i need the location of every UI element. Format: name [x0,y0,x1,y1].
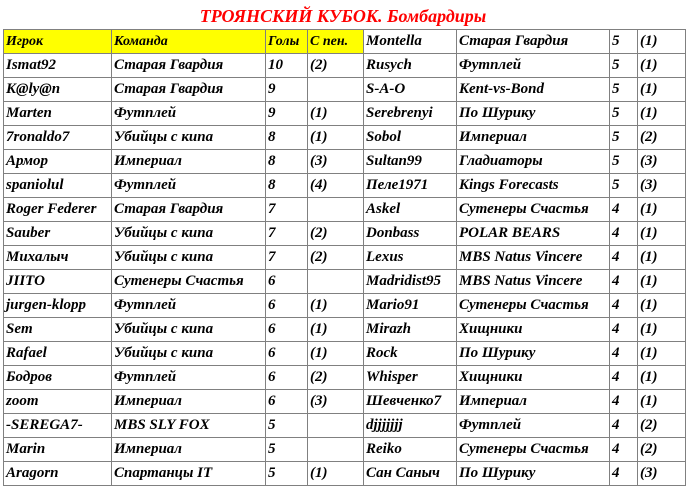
penalties-cell: (1) [308,318,364,342]
table-row [4,198,364,222]
goals-cell: 8 [266,150,308,174]
table-row [364,318,686,342]
goals-column-header: Голы [266,30,308,54]
penalties-cell: (2) [308,222,364,246]
team-cell: По Шурику [457,102,610,126]
goals-cell: 5 [610,150,638,174]
goals-cell: 9 [266,102,308,126]
penalties-cell: (1) [638,78,686,102]
penalties-cell: (3) [638,462,686,486]
goals-cell: 6 [266,294,308,318]
table-row [4,294,364,318]
scorers-table-left [3,29,364,486]
player-cell: Whisper [364,366,457,390]
penalties-cell: (4) [308,174,364,198]
team-cell: Империал [112,150,266,174]
team-cell: Сутенеры Счастья [457,438,610,462]
penalties-cell: (1) [638,366,686,390]
team-cell: MBS Natus Vincere [457,246,610,270]
penalties-cell: (1) [308,294,364,318]
player-cell: Montella [364,30,457,54]
table-row [4,414,364,438]
penalties-cell: (1) [308,102,364,126]
table-row [364,102,686,126]
goals-cell: 4 [610,294,638,318]
player-cell: Madridist95 [364,270,457,294]
goals-cell: 8 [266,174,308,198]
player-cell: -SEREGA7- [4,414,112,438]
goals-cell: 4 [610,342,638,366]
table-row [4,126,364,150]
player-cell: Sem [4,318,112,342]
table-row [4,366,364,390]
table-row [4,174,364,198]
penalties-cell: (1) [638,54,686,78]
goals-cell: 5 [266,438,308,462]
goals-cell: 4 [610,198,638,222]
team-cell: MBS SLY FOX [112,414,266,438]
goals-cell: 6 [266,342,308,366]
penalties-cell: (1) [638,102,686,126]
penalties-cell: (2) [308,246,364,270]
table-row [364,198,686,222]
penalties-cell: (3) [308,390,364,414]
team-cell: Империал [457,390,610,414]
penalties-cell [308,270,364,294]
goals-cell: 5 [610,126,638,150]
goals-cell: 5 [610,54,638,78]
player-cell: Rusych [364,54,457,78]
penalties-cell: (1) [638,318,686,342]
player-column-header: Игрок [4,30,112,54]
player-cell: Marten [4,102,112,126]
team-cell: Империал [112,390,266,414]
team-cell: Kings Forecasts [457,174,610,198]
team-cell: MBS Natus Vincere [457,270,610,294]
team-cell: Футплей [112,294,266,318]
penalties-cell [308,78,364,102]
team-cell: Старая Гвардия [112,54,266,78]
table-row [364,438,686,462]
penalties-cell: (2) [308,366,364,390]
penalties-cell: (1) [638,222,686,246]
player-cell: Бодров [4,366,112,390]
table-header-row [4,30,364,54]
team-cell: Сутенеры Счастья [457,198,610,222]
player-cell: K@ly@n [4,78,112,102]
table-row [4,462,364,486]
team-cell: POLAR BEARS [457,222,610,246]
goals-cell: 6 [266,270,308,294]
table-row [364,414,686,438]
penalties-cell: (3) [638,174,686,198]
penalties-column-header: С пен. [308,30,364,54]
player-cell: Шевченко7 [364,390,457,414]
penalties-cell: (1) [638,246,686,270]
team-cell: Империал [112,438,266,462]
table-row [364,30,686,54]
player-cell: Пеле1971 [364,174,457,198]
table-row [364,366,686,390]
table-row [364,246,686,270]
team-cell: Спартанцы IT [112,462,266,486]
table-row [4,270,364,294]
player-cell: jurgen-klopp [4,294,112,318]
penalties-cell: (2) [638,414,686,438]
table-row [364,342,686,366]
goals-cell: 10 [266,54,308,78]
goals-cell: 5 [610,174,638,198]
goals-cell: 7 [266,198,308,222]
table-row [4,342,364,366]
penalties-cell: (3) [638,150,686,174]
player-cell: spaniolul [4,174,112,198]
goals-cell: 4 [610,318,638,342]
team-cell: Хищники [457,318,610,342]
table-row [4,390,364,414]
player-cell: Roger Federer [4,198,112,222]
table-row [364,174,686,198]
penalties-cell [308,438,364,462]
team-cell: По Шурику [457,342,610,366]
table-row [364,150,686,174]
player-cell: Mario91 [364,294,457,318]
team-cell: Футплей [457,54,610,78]
table-row [364,270,686,294]
player-cell: zoom [4,390,112,414]
team-cell: Гладиаторы [457,150,610,174]
table-row [4,318,364,342]
team-cell: Убийцы с кипа [112,222,266,246]
table-row [4,438,364,462]
player-cell: Sauber [4,222,112,246]
table-row [4,150,364,174]
goals-cell: 5 [610,30,638,54]
player-cell: 7ronaldo7 [4,126,112,150]
penalties-cell [308,198,364,222]
table-row [364,294,686,318]
penalties-cell: (2) [308,54,364,78]
player-cell: Армор [4,150,112,174]
team-cell: По Шурику [457,462,610,486]
team-cell: Футплей [112,174,266,198]
goals-cell: 4 [610,390,638,414]
player-cell: Marin [4,438,112,462]
penalties-cell: (1) [308,342,364,366]
penalties-cell: (1) [638,390,686,414]
goals-cell: 4 [610,462,638,486]
team-cell: Старая Гвардия [457,30,610,54]
penalties-cell: (1) [638,270,686,294]
table-row [364,78,686,102]
goals-cell: 4 [610,222,638,246]
team-cell: Kent-vs-Bond [457,78,610,102]
player-cell: Donbass [364,222,457,246]
goals-cell: 4 [610,438,638,462]
goals-cell: 4 [610,270,638,294]
team-cell: Старая Гвардия [112,198,266,222]
player-cell: Ismat92 [4,54,112,78]
player-cell: Aragorn [4,462,112,486]
team-cell: Убийцы с кипа [112,318,266,342]
penalties-cell: (2) [638,438,686,462]
table-row [4,54,364,78]
penalties-cell: (1) [308,462,364,486]
scorers-table-right [363,29,686,486]
team-cell: Старая Гвардия [112,78,266,102]
table-row [364,54,686,78]
player-cell: Михалыч [4,246,112,270]
team-cell: Футплей [112,366,266,390]
goals-cell: 6 [266,318,308,342]
player-cell: S-A-O [364,78,457,102]
goals-cell: 9 [266,78,308,102]
player-cell: djjjjjjj [364,414,457,438]
penalties-cell: (1) [638,198,686,222]
player-cell: Mirazh [364,318,457,342]
player-cell: Rock [364,342,457,366]
penalties-cell: (1) [308,126,364,150]
team-cell: Футплей [112,102,266,126]
goals-cell: 5 [610,102,638,126]
goals-cell: 5 [266,414,308,438]
team-cell: Сутенеры Счастья [457,294,610,318]
team-cell: Империал [457,126,610,150]
goals-cell: 4 [610,246,638,270]
goals-cell: 7 [266,222,308,246]
table-row [364,462,686,486]
penalties-cell: (1) [638,294,686,318]
table-row [364,222,686,246]
team-cell: Сутенеры Счастья [112,270,266,294]
goals-cell: 6 [266,366,308,390]
team-cell: Убийцы с кипа [112,246,266,270]
penalties-cell: (2) [638,126,686,150]
goals-cell: 4 [610,366,638,390]
goals-cell: 7 [266,246,308,270]
player-cell: Сан Саныч [364,462,457,486]
team-cell: Убийцы с кипа [112,342,266,366]
table-row [364,390,686,414]
penalties-cell: (3) [308,150,364,174]
goals-cell: 6 [266,390,308,414]
player-cell: Lexus [364,246,457,270]
penalties-cell: (1) [638,342,686,366]
page-title: ТРОЯНСКИЙ КУБОК. Бомбардиры [199,6,487,26]
goals-cell: 5 [266,462,308,486]
penalties-cell [308,414,364,438]
team-cell: Убийцы с кипа [112,126,266,150]
player-cell: Askel [364,198,457,222]
team-column-header: Команда [112,30,266,54]
player-cell: JIITO [4,270,112,294]
goals-cell: 4 [610,414,638,438]
player-cell: Serebrenyi [364,102,457,126]
table-row [364,126,686,150]
table-row [4,102,364,126]
team-cell: Хищники [457,366,610,390]
player-cell: Reiko [364,438,457,462]
table-row [4,222,364,246]
team-cell: Футплей [457,414,610,438]
goals-cell: 5 [610,78,638,102]
penalties-cell: (1) [638,30,686,54]
player-cell: Rafael [4,342,112,366]
table-row [4,246,364,270]
goals-cell: 8 [266,126,308,150]
table-row [4,78,364,102]
player-cell: Sobol [364,126,457,150]
player-cell: Sultan99 [364,150,457,174]
